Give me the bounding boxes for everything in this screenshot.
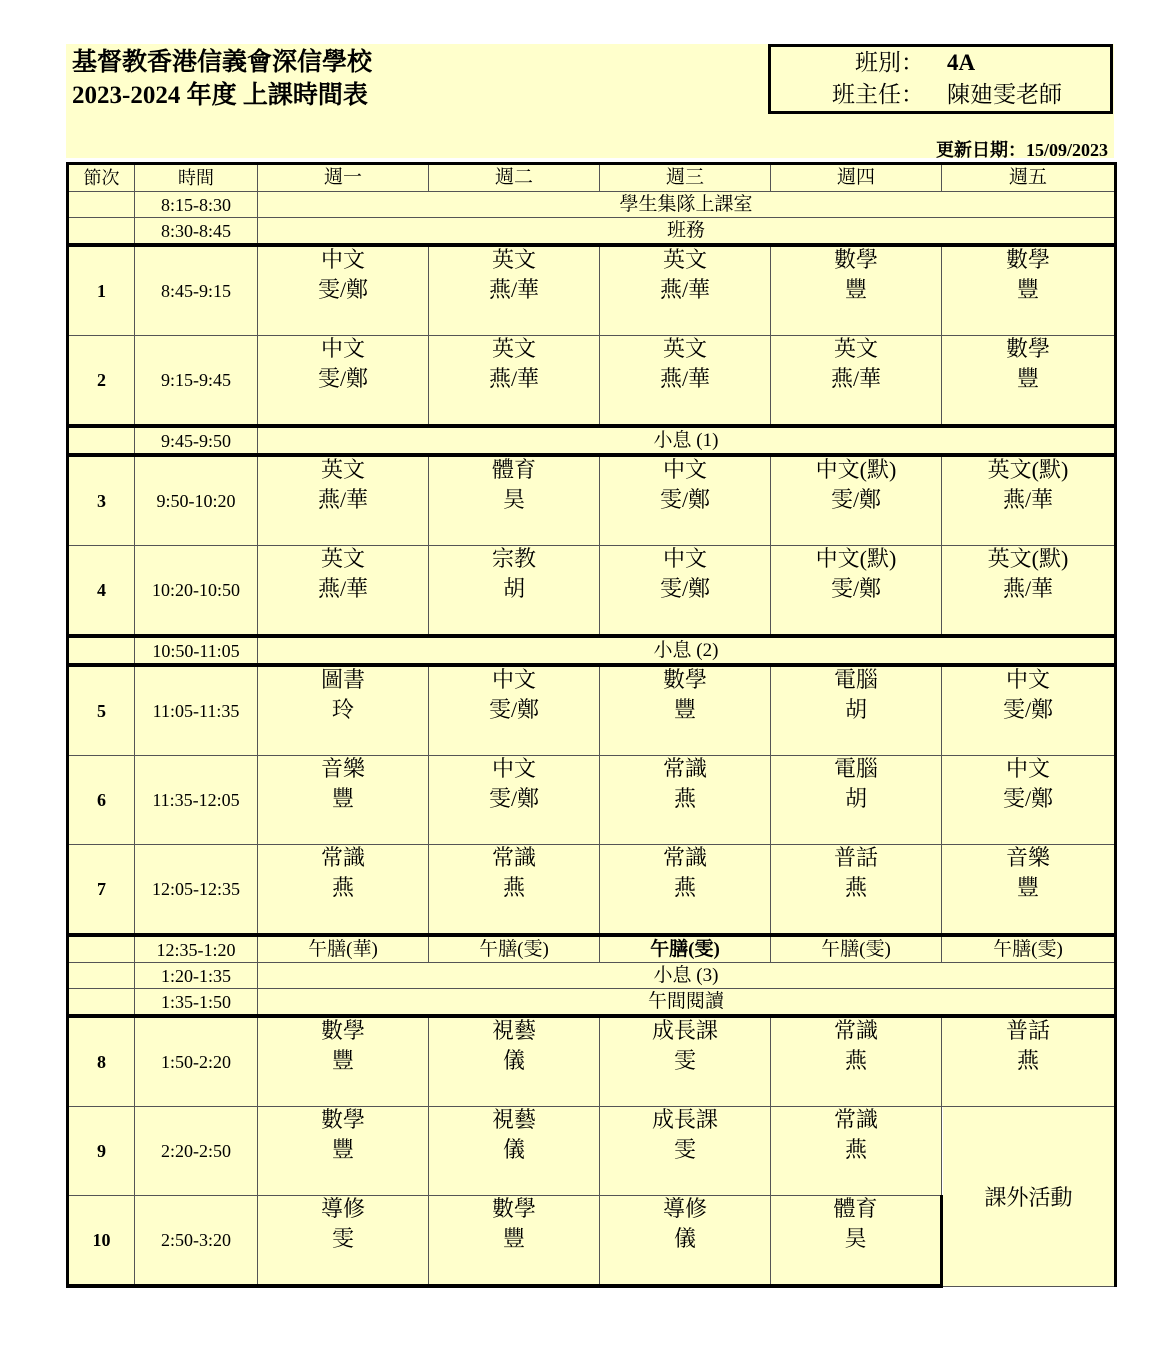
period-row	[68, 336, 1116, 427]
lesson-cell	[600, 1107, 771, 1196]
time-cell: 8:15-8:30	[135, 192, 258, 218]
period-number: 3	[68, 455, 135, 546]
teacher: 玲	[331, 697, 354, 722]
subject: 音樂	[1005, 845, 1050, 870]
subject: 中文	[320, 247, 365, 272]
lesson-cell	[258, 546, 429, 637]
subject: 中文	[491, 667, 536, 692]
teacher: 豐	[502, 1226, 525, 1251]
teacher: 豐	[1016, 277, 1039, 302]
time-cell: 2:20-2:50	[135, 1107, 258, 1196]
subject: 英文	[491, 247, 536, 272]
subject: 電腦	[833, 667, 878, 692]
subject: 成長課	[651, 1018, 718, 1043]
subject: 音樂	[320, 756, 365, 781]
teacher: 雯	[331, 1226, 354, 1251]
time-cell: 12:35-1:20	[135, 935, 258, 963]
teacher: 雯/鄭	[830, 487, 882, 512]
teacher: 胡	[844, 697, 867, 722]
period-number	[68, 218, 135, 246]
period-number: 2	[68, 336, 135, 427]
lesson-cell	[771, 455, 942, 546]
teacher: 雯/鄭	[1002, 786, 1054, 811]
col-header-period: 節次	[68, 164, 135, 192]
teacher: 雯/鄭	[488, 697, 540, 722]
subject: 英文(默)	[987, 457, 1069, 482]
lesson-cell	[429, 336, 600, 427]
teacher: 燕/華	[1002, 487, 1054, 512]
period-row	[68, 245, 1116, 336]
lesson-cell	[600, 665, 771, 756]
lunch-cell: 午膳(華)	[258, 935, 429, 963]
lesson-cell	[258, 845, 429, 936]
lesson-cell	[771, 1016, 942, 1107]
subject: 常識	[833, 1018, 878, 1043]
period-number: 7	[68, 845, 135, 936]
period-number: 6	[68, 756, 135, 845]
subject: 普話	[1005, 1018, 1050, 1043]
time-cell: 11:05-11:35	[135, 665, 258, 756]
period-number	[68, 963, 135, 989]
time-cell: 1:35-1:50	[135, 989, 258, 1017]
subject: 常識	[833, 1107, 878, 1132]
subject: 視藝	[491, 1107, 536, 1132]
lunch-cell: 午膳(雯)	[600, 935, 771, 963]
teacher: 燕	[673, 786, 696, 811]
teacher: 胡	[502, 576, 525, 601]
period-number: 4	[68, 546, 135, 637]
subject: 常識	[320, 845, 365, 870]
lesson-cell	[600, 245, 771, 336]
teacher: 燕/華	[488, 366, 540, 391]
teacher: 昊	[844, 1226, 867, 1251]
teacher: 燕	[331, 875, 354, 900]
teacher: 雯/鄭	[830, 576, 882, 601]
subject: 英文(默)	[987, 546, 1069, 571]
col-header-wed: 週三	[600, 164, 771, 192]
subject: 英文	[833, 336, 878, 361]
lesson-cell	[942, 845, 1116, 936]
teacher: 雯	[673, 1048, 696, 1073]
period-number	[68, 426, 135, 455]
subject: 數學	[662, 667, 707, 692]
lesson-cell	[600, 845, 771, 936]
time-cell: 11:35-12:05	[135, 756, 258, 845]
teacher: 豐	[1016, 366, 1039, 391]
teacher: 燕	[1016, 1048, 1039, 1073]
lesson-cell	[258, 1196, 429, 1287]
subject: 英文	[491, 336, 536, 361]
time-cell: 9:45-9:50	[135, 426, 258, 455]
period-row	[68, 1016, 1116, 1107]
teacher: 燕/華	[1002, 576, 1054, 601]
lesson-cell	[258, 756, 429, 845]
subject: 英文	[662, 247, 707, 272]
teacher: 儀	[502, 1137, 525, 1162]
lesson-cell	[258, 665, 429, 756]
lesson-cell	[429, 1107, 600, 1196]
teacher: 燕/華	[659, 277, 711, 302]
break-row	[68, 636, 1116, 665]
subject: 英文	[320, 546, 365, 571]
lesson-cell	[600, 1016, 771, 1107]
lesson-cell	[771, 1196, 942, 1287]
subject: 英文	[662, 336, 707, 361]
time-cell: 1:20-1:35	[135, 963, 258, 989]
lesson-cell	[771, 845, 942, 936]
period-number: 10	[68, 1196, 135, 1287]
subject: 體育	[833, 1196, 878, 1221]
teacher: 儀	[673, 1226, 696, 1251]
lunch-row	[68, 935, 1116, 963]
period-row	[68, 756, 1116, 845]
period-number: 9	[68, 1107, 135, 1196]
lesson-cell	[600, 455, 771, 546]
column-header-row	[68, 164, 1116, 192]
teacher: 燕/華	[488, 277, 540, 302]
period-row	[68, 665, 1116, 756]
teacher: 豐	[331, 1137, 354, 1162]
teacher: 燕	[502, 875, 525, 900]
period-number	[68, 935, 135, 963]
subject: 數學	[320, 1107, 365, 1132]
lesson-cell	[771, 1107, 942, 1196]
timetable-title: 2023-2024 年度 上課時間表	[72, 82, 368, 109]
lesson-cell	[771, 546, 942, 637]
col-header-thu: 週四	[771, 164, 942, 192]
teacher: 燕/華	[659, 366, 711, 391]
col-header-tue: 週二	[429, 164, 600, 192]
activity-cell: 課外活動	[942, 1107, 1116, 1287]
time-cell: 12:05-12:35	[135, 845, 258, 936]
period-number	[68, 636, 135, 665]
teacher: 雯/鄭	[317, 277, 369, 302]
subject: 數學	[1005, 247, 1050, 272]
teacher: 燕	[673, 875, 696, 900]
subject: 中文(默)	[815, 546, 897, 571]
lesson-cell	[258, 1107, 429, 1196]
teacher: 燕/華	[830, 366, 882, 391]
subject: 中文	[320, 336, 365, 361]
period-number	[68, 192, 135, 218]
class-teacher-value: 陳廸雯老師	[947, 82, 1062, 107]
time-cell: 2:50-3:20	[135, 1196, 258, 1287]
break-cell: 小息 (1)	[258, 426, 1116, 455]
lesson-cell	[258, 245, 429, 336]
lesson-cell	[600, 336, 771, 427]
teacher: 昊	[502, 487, 525, 512]
time-cell: 9:15-9:45	[135, 336, 258, 427]
time-cell: 10:20-10:50	[135, 546, 258, 637]
period-row	[68, 455, 1116, 546]
subject: 中文	[1005, 667, 1050, 692]
subject: 數學	[1005, 336, 1050, 361]
lesson-cell	[771, 245, 942, 336]
period-number: 5	[68, 665, 135, 756]
time-cell: 10:50-11:05	[135, 636, 258, 665]
teacher: 胡	[844, 786, 867, 811]
teacher: 燕/華	[317, 576, 369, 601]
teacher: 豐	[331, 786, 354, 811]
teacher: 雯/鄭	[317, 366, 369, 391]
subject: 常識	[662, 756, 707, 781]
period-row	[68, 1107, 1116, 1196]
subject: 英文	[320, 457, 365, 482]
updated-date: 更新日期：15/09/2023	[935, 140, 1108, 160]
teacher: 燕	[844, 1048, 867, 1073]
period-number: 8	[68, 1016, 135, 1107]
subject: 中文	[662, 546, 707, 571]
time-cell: 1:50-2:20	[135, 1016, 258, 1107]
break-row	[68, 963, 1116, 989]
subject: 普話	[833, 845, 878, 870]
break-row	[68, 426, 1116, 455]
assembly-cell: 學生集隊上課室	[258, 192, 1116, 218]
lesson-cell	[429, 665, 600, 756]
teacher: 儀	[502, 1048, 525, 1073]
subject: 導修	[320, 1196, 365, 1221]
period-row	[68, 845, 1116, 936]
class-value: 4A	[947, 50, 976, 75]
assembly-row	[68, 192, 1116, 218]
subject: 體育	[491, 457, 536, 482]
subject: 數學	[320, 1018, 365, 1043]
class-duty-row	[68, 218, 1116, 246]
teacher: 豐	[673, 697, 696, 722]
lesson-cell	[429, 1016, 600, 1107]
break-cell: 小息 (2)	[258, 636, 1116, 665]
lesson-cell	[942, 245, 1116, 336]
lesson-cell	[429, 546, 600, 637]
subject: 視藝	[491, 1018, 536, 1043]
subject: 宗教	[491, 546, 536, 571]
col-header-mon: 週一	[258, 164, 429, 192]
lesson-cell	[258, 455, 429, 546]
lesson-cell	[429, 756, 600, 845]
subject: 常識	[491, 845, 536, 870]
lesson-cell	[429, 245, 600, 336]
subject: 成長課	[651, 1107, 718, 1132]
lesson-cell	[771, 665, 942, 756]
lesson-cell	[942, 336, 1116, 427]
lesson-cell	[429, 455, 600, 546]
break-cell: 小息 (3)	[258, 963, 1116, 989]
teacher: 燕	[844, 1137, 867, 1162]
col-header-fri: 週五	[942, 164, 1116, 192]
lesson-cell	[258, 336, 429, 427]
teacher: 燕	[844, 875, 867, 900]
class-info-box	[768, 44, 1113, 114]
teacher: 燕/華	[317, 487, 369, 512]
lesson-cell	[600, 1196, 771, 1287]
period-number	[68, 989, 135, 1017]
subject: 數學	[491, 1196, 536, 1221]
subject: 中文	[491, 756, 536, 781]
lesson-cell	[600, 546, 771, 637]
lesson-cell	[942, 546, 1116, 637]
lesson-cell	[771, 756, 942, 845]
lunch-cell: 午膳(雯)	[429, 935, 600, 963]
class-label: 班別：	[855, 50, 924, 75]
lesson-cell	[429, 1196, 600, 1287]
subject: 圖書	[320, 667, 365, 692]
lesson-cell	[942, 455, 1116, 546]
subject: 常識	[662, 845, 707, 870]
lunch-cell: 午膳(雯)	[942, 935, 1116, 963]
subject: 中文	[1005, 756, 1050, 781]
teacher: 豐	[1016, 875, 1039, 900]
reading-row	[68, 989, 1116, 1017]
teacher: 雯/鄭	[659, 576, 711, 601]
timetable	[66, 162, 1117, 1288]
time-cell: 9:50-10:20	[135, 455, 258, 546]
period-number: 1	[68, 245, 135, 336]
col-header-time: 時間	[135, 164, 258, 192]
subject: 中文	[662, 457, 707, 482]
time-cell: 8:30-8:45	[135, 218, 258, 246]
period-row	[68, 546, 1116, 637]
class-teacher-label: 班主任：	[832, 82, 924, 107]
lesson-cell	[942, 665, 1116, 756]
lunch-cell: 午膳(雯)	[771, 935, 942, 963]
reading-cell: 午間閱讀	[258, 989, 1116, 1017]
time-cell: 8:45-9:15	[135, 245, 258, 336]
lesson-cell	[771, 336, 942, 427]
subject: 數學	[833, 247, 878, 272]
teacher: 雯/鄭	[1002, 697, 1054, 722]
teacher: 雯/鄭	[488, 786, 540, 811]
lesson-cell	[258, 1016, 429, 1107]
teacher: 豐	[331, 1048, 354, 1073]
subject: 導修	[662, 1196, 707, 1221]
teacher: 豐	[844, 277, 867, 302]
school-name: 基督教香港信義會深信學校	[72, 49, 373, 76]
lesson-cell	[600, 756, 771, 845]
subject: 電腦	[833, 756, 878, 781]
teacher: 雯	[673, 1137, 696, 1162]
class-duty-cell: 班務	[258, 218, 1116, 246]
subject: 中文(默)	[815, 457, 897, 482]
teacher: 雯/鄭	[659, 487, 711, 512]
lesson-cell	[429, 845, 600, 936]
lesson-cell	[942, 1016, 1116, 1107]
lesson-cell	[942, 756, 1116, 845]
